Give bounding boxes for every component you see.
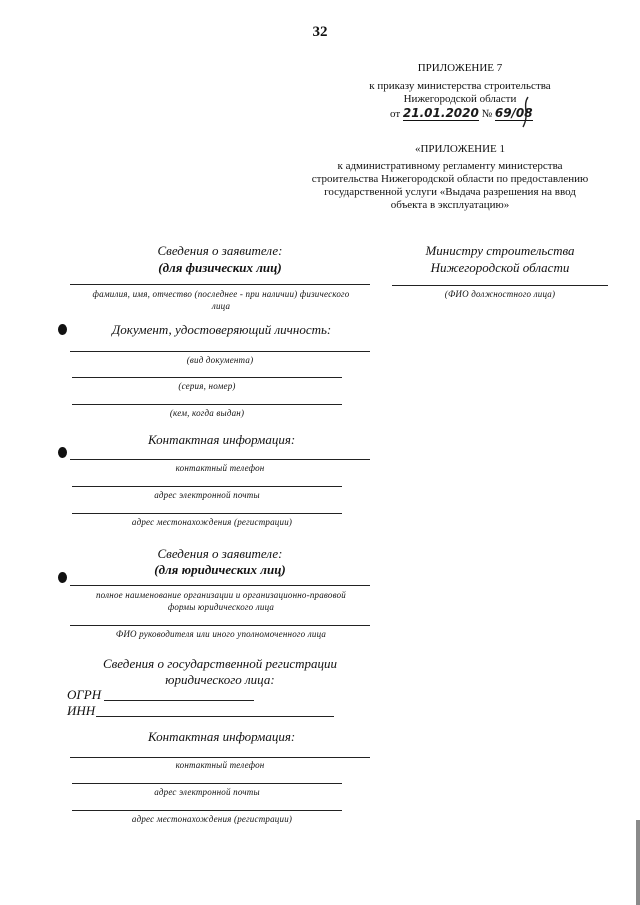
- individual-heading-2: (для физических лиц): [158, 260, 282, 275]
- regulation-line-1: к административному регламенту министерства: [337, 160, 563, 172]
- individual-heading-1: Сведения о заявителе:: [157, 243, 283, 258]
- legal-name-caption-1: полное наименование организации и организационно-правовой: [95, 590, 346, 600]
- regulation-line-4: объекта в эксплуатацию»: [390, 199, 510, 211]
- doc-series-caption: (серия, номер): [178, 381, 236, 391]
- hole-punch-mark: [58, 324, 67, 335]
- registration-heading-2: юридического лица:: [165, 672, 275, 687]
- regulation-line-2: строительства Нижегородской области по предоставлению: [311, 173, 589, 185]
- handwritten-mark-icon: [520, 96, 532, 128]
- individual-address-caption: адрес местонахождения (регистрации): [131, 517, 293, 527]
- individual-phone-line[interactable]: [70, 459, 370, 460]
- legal-email-caption: адрес электронной почты: [154, 787, 260, 797]
- page-number: 32: [312, 24, 328, 40]
- appendix-1-title: «ПРИЛОЖЕНИЕ 1: [414, 143, 506, 155]
- registration-heading-1: Сведения о государственной регистрации: [102, 656, 338, 671]
- individual-email-caption: адрес электронной почты: [154, 490, 260, 500]
- inn-label: ИНН: [67, 703, 96, 718]
- doc-issued-line[interactable]: [72, 404, 342, 405]
- ogrn-label: ОГРН: [67, 687, 102, 702]
- hole-punch-mark: [58, 447, 67, 458]
- doc-type-line[interactable]: [70, 351, 370, 352]
- legal-email-line[interactable]: [72, 783, 342, 784]
- legal-heading-1: Сведения о заявителе:: [157, 546, 283, 561]
- order-number: 69/08: [494, 106, 533, 120]
- recipient-fio-line[interactable]: [392, 285, 608, 286]
- order-line: к приказу министерства строительства: [369, 80, 551, 92]
- appendix-7-title: ПРИЛОЖЕНИЕ 7: [417, 62, 503, 74]
- individual-email-line[interactable]: [72, 486, 342, 487]
- legal-head-line[interactable]: [70, 625, 370, 626]
- individual-contact-heading: Контактная информация:: [148, 432, 296, 447]
- legal-name-caption-2: формы юридического лица: [167, 602, 275, 612]
- order-date: 21.01.2020: [402, 106, 479, 120]
- legal-contact-heading: Контактная информация:: [148, 729, 296, 744]
- individual-phone-caption: контактный телефон: [175, 463, 265, 473]
- legal-phone-caption: контактный телефон: [175, 760, 265, 770]
- scan-edge: [636, 820, 640, 905]
- date-prefix: от: [390, 108, 401, 120]
- doc-type-caption: (вид документа): [186, 355, 254, 365]
- individual-address-line[interactable]: [72, 513, 342, 514]
- legal-heading-2: (для юридических лиц): [154, 562, 286, 577]
- regulation-line-3: государственной услуги «Выдача разрешения на ввод: [324, 186, 576, 198]
- legal-address-line[interactable]: [72, 810, 342, 811]
- recipient-line-1: Министру строительства: [425, 243, 575, 258]
- legal-address-caption: адрес местонахождения (регистрации): [131, 814, 293, 824]
- doc-series-line[interactable]: [72, 377, 342, 378]
- legal-head-caption: ФИО руководителя или иного уполномоченного лица: [115, 629, 327, 639]
- individual-fio-line[interactable]: [70, 284, 370, 285]
- inn-line[interactable]: [96, 716, 334, 717]
- recipient-line-2: Нижегородской области: [430, 260, 570, 275]
- order-region-line: Нижегородской области: [403, 93, 517, 105]
- individual-fio-caption-1: фамилия, имя, отчество (последнее - при наличии) физического: [92, 289, 350, 299]
- number-prefix: №: [481, 108, 493, 120]
- document-heading: Документ, удостоверяющий личность:: [112, 322, 332, 337]
- ogrn-line[interactable]: [104, 700, 254, 701]
- order-date-number: [390, 106, 533, 121]
- legal-name-line[interactable]: [70, 585, 370, 586]
- hole-punch-mark: [58, 572, 67, 583]
- recipient-caption: (ФИО должностного лица): [444, 289, 556, 299]
- legal-phone-line[interactable]: [70, 757, 370, 758]
- doc-issued-caption: (кем, когда выдан): [169, 408, 245, 418]
- individual-fio-caption-2: лица: [211, 301, 231, 311]
